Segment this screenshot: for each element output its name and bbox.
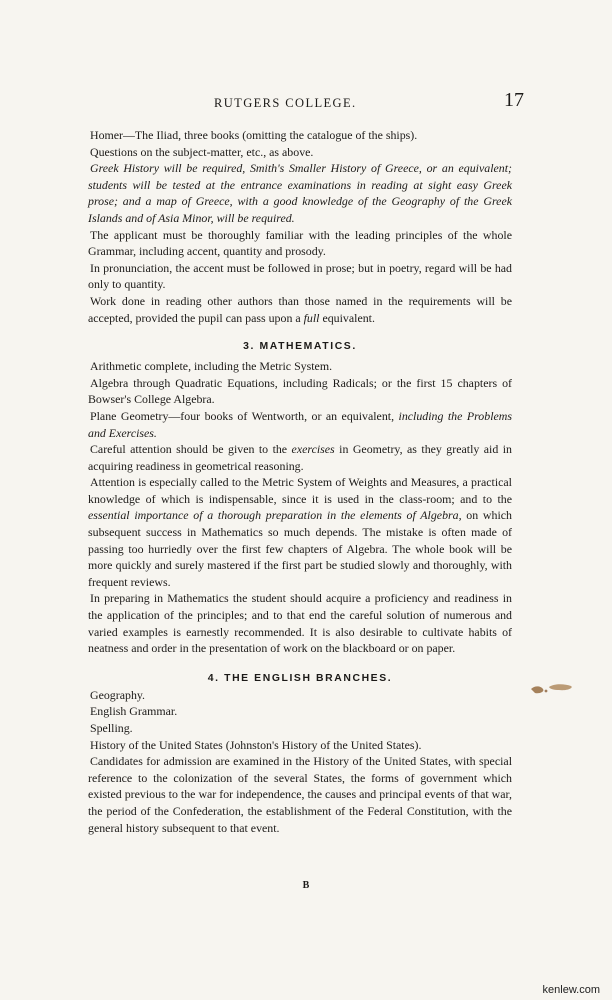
text-run: Work done in reading other authors than those named in the requirements will be accepted, provided the pupil can pass upon a — [88, 293, 512, 325]
mathematics-section — [88, 358, 512, 657]
signature-mark: B — [302, 880, 310, 891]
paragraph: In pronunciation, the accent must be followed in prose; but in poetry, regard will be had only to quantity. — [88, 260, 512, 292]
list-item: History of the United States (Johnston's History of the United States). — [90, 737, 422, 752]
paper-stain — [527, 680, 577, 696]
greek-requirements — [88, 127, 512, 326]
italic-run: essential importance of a thorough preparation in the elements of Algebra, — [88, 508, 462, 523]
text-run: on which subsequent success in Mathematics so much depends. The mistake is often made of passing too hurriedly over the first few chapters of Algebra. The whole book will be more quickly and surely mastered if the first part be studied slowly and thoroughly, with frequent reviews. — [88, 508, 512, 589]
italic-run: full — [303, 310, 320, 325]
text-run: Careful attention should be given to the — [90, 442, 292, 457]
paragraph: Questions on the subject-matter, etc., as above. — [90, 144, 314, 159]
paragraph: Candidates for admission are examined in the History of the United States, with special reference to the colonization of the several States, the forms of government which existed previous to the war for independence, the causes and principal events of that war, the period of the Confederation, the establishment of the Federal Constitution, with the general history subsequent to that event. — [88, 754, 512, 835]
paragraph: Homer—The Iliad, three books (omitting the catalogue of the ships). — [90, 128, 418, 142]
section-heading-english: 4. THE ENGLISH BRANCHES. — [207, 672, 393, 684]
text-run: Attention is especially called to the Metric System of Weights and Measures, a practical knowledge of which is indispensable, since it is used in the class-room; and to the — [88, 475, 512, 506]
list-item: Spelling. — [90, 721, 133, 735]
section-heading-mathematics: 3. MATHEMATICS. — [243, 341, 357, 353]
paragraph — [88, 474, 512, 590]
page-header — [88, 89, 524, 116]
list-item: Geography. — [90, 687, 146, 702]
watermark-text: kenlew.com — [542, 984, 600, 996]
page-body — [88, 127, 512, 836]
english-section — [88, 687, 512, 836]
paragraph: Algebra through Quadratic Equations, including Radicals; or the first 15 chapters of Bowser's College Algebra. — [88, 375, 512, 407]
italic-run: including the Problems and Exercises. — [88, 408, 512, 440]
list-item: English Grammar. — [90, 704, 178, 719]
page-number: 17 — [504, 89, 524, 111]
text-run: Plane Geometry—four books of Wentworth, or an equivalent, — [90, 408, 399, 423]
paragraph: Arithmetic complete, including the Metric System. — [90, 359, 333, 374]
text-run: equivalent. — [319, 310, 375, 325]
text-run: in Geometry, as they greatly aid in acquiring readiness in geometrical reasoning. — [88, 442, 512, 473]
paragraph — [88, 441, 512, 474]
paragraph: The applicant must be thoroughly familiar with the leading principles of the whole Grammar, including accent, quantity and prosody. — [88, 227, 512, 259]
paragraph — [88, 408, 512, 441]
paragraph: In preparing in Mathematics the student should acquire a proficiency and readiness in the application of the principles; and to that end the careful solution of numerous and varied examples is earnestly recommended. It is also desirable to cultivate habits of neatness and order in the presentation of work on the blackboard or on paper. — [88, 591, 512, 656]
running-head: RUTGERS COLLEGE. — [214, 96, 357, 110]
italic-run: exercises — [291, 442, 335, 457]
paragraph — [88, 293, 512, 326]
paragraph: Greek History will be required, Smith's Smaller History of Greece, or an equivalent; students will be tested at the entrance examinations in reading at sight easy Greek prose; and a map of Greece, with a good knowledge of the Geography of the Greek Islands and of Asia Minor, will be required. — [88, 161, 512, 225]
